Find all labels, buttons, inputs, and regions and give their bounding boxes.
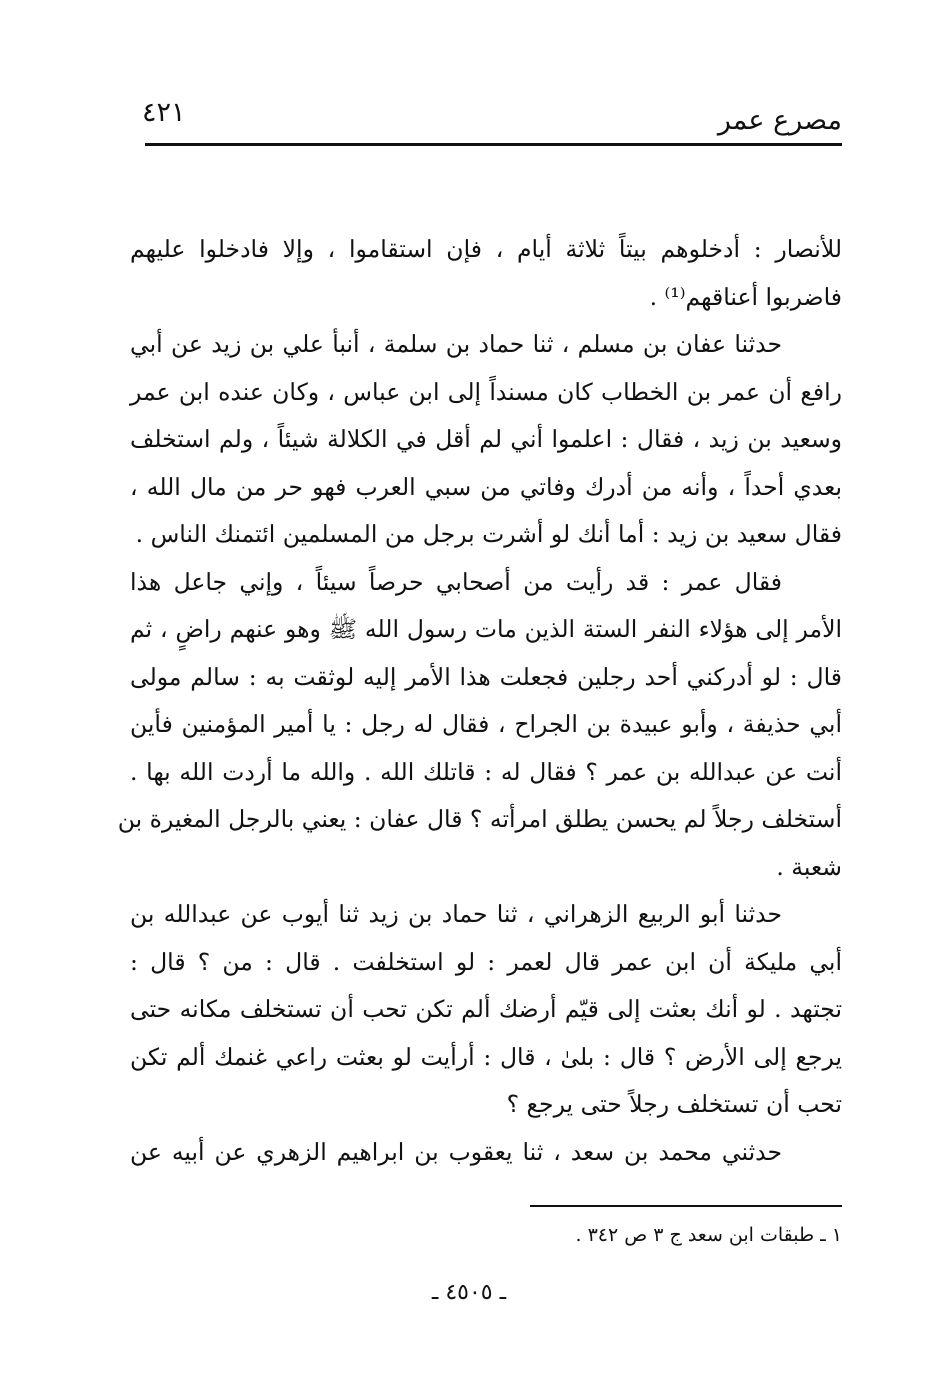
text-line: الأمر إلى هؤلاء النفر الستة الذين مات رسول الله ﷺ وهو عنهم راضٍ ، ثم (130, 615, 842, 643)
text-line: حدثنا أبو الربيع الزهراني ، ثنا حماد بن زيد ثنا أيوب عن عبدالله بن (130, 900, 782, 928)
text-line: فاضربوا أعناقهم⁽¹⁾ . (649, 282, 842, 311)
footnote-rule (530, 1205, 842, 1207)
text-line: رافع أن عمر بن الخطاب كان مسنداً إلى ابن عباس ، وكان عنده ابن عمر (130, 377, 842, 406)
text-line: تجتهد . لو أنك بعثت إلى قيّم أرضك ألم تكن تحب أن تستخلف مكانه حتى (130, 995, 842, 1023)
text-line: حدثني محمد بن سعد ، ثنا يعقوب بن ابراهيم الزهري عن أبيه عن (130, 1137, 782, 1166)
text-line: يرجع إلى الأرض ؟ قال : بلىٰ ، قال : أرأيت لو بعثت راعي غنمك ألم تكن (130, 1042, 842, 1071)
page-number: ٤٢١ (142, 97, 186, 128)
text-line: فقال سعيد بن زيد : أما أنك لو أشرت برجل من المسلمين ائتمنك الناس . (135, 520, 842, 548)
text-line: حدثنا عفان بن مسلم ، ثنا حماد بن سلمة ، أنبأ علي بن زيد عن أبي (130, 330, 782, 358)
text-line: شعبة . (776, 852, 842, 881)
footnote: ١ ـ طبقات ابن سعد ج ٣ ص ٣٤٢ . (575, 1224, 842, 1246)
text-line: أبي حذيفة ، وأبو عبيدة بن الجراح ، فقال له رجل : يا أمير المؤمنين فأين (130, 710, 842, 738)
text-line: للأنصار : أدخلوهم بيتاً ثلاثة أيام ، فإن استقاموا ، وإلا فادخلوا عليهم (130, 235, 842, 263)
text-line: تحب أن تستخلف رجلاً حتى يرجع ؟ (506, 1090, 842, 1118)
folio-number: ـ ٤٥٠٥ ـ (431, 1280, 507, 1305)
text-line: وسعيد بن زيد ، فقال : اعلموا أني لم أقل في الكلالة شيئاً ، ولم استخلف (130, 425, 842, 453)
body-text (117, 226, 842, 1176)
running-head (142, 92, 842, 142)
text-line: قال : لو أدركني أحد رجلين فجعلت هذا الأمر إليه لوثقت به : سالم مولى (130, 662, 842, 691)
text-line: أستخلف رجلاً لم يحسن يطلق امرأته ؟ قال عفان : يعني بالرجل المغيرة بن (117, 805, 842, 833)
header-rule (145, 143, 842, 146)
text-line: فقال عمر : قد رأيت من أصحابي حرصاً سيئاً ، وإني جاعل هذا (130, 567, 782, 596)
text-line: أنت عن عبدالله بن عمر ؟ فقال له : قاتلك الله . والله ما أردت الله بها . (130, 757, 842, 786)
text-line: بعدي أحداً ، وأنه من أدرك وفاتي من سبي العرب فهو حر من مال الله ، (130, 472, 842, 501)
text-line: أبي مليكة أن ابن عمر قال لعمر : لو استخلفت . قال : من ؟ قال : (130, 947, 842, 976)
running-title: مصرع عمر (717, 105, 842, 136)
